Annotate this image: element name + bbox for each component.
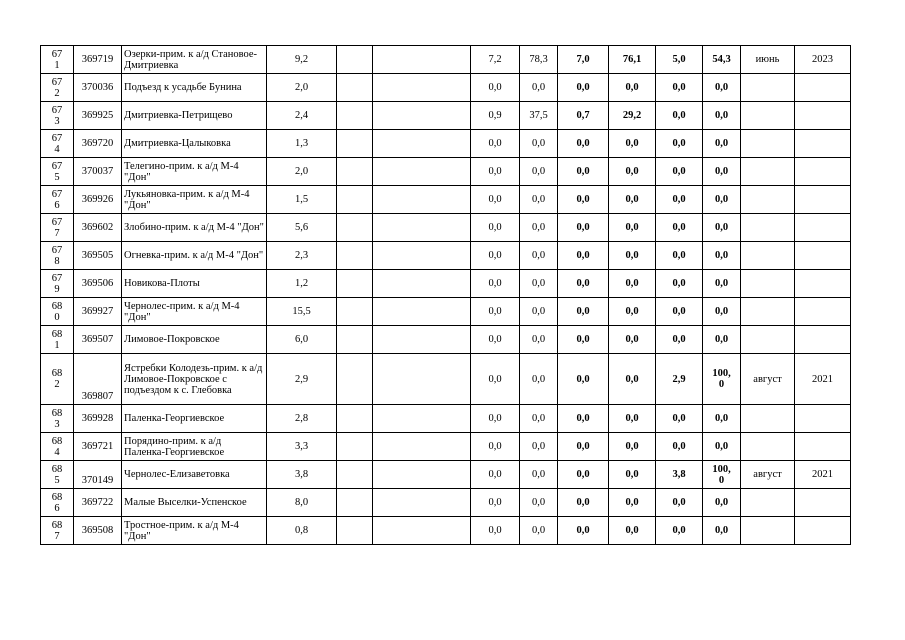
cell-v2: 0,0 bbox=[520, 298, 558, 326]
cell-empty bbox=[373, 405, 471, 433]
cell-len: 2,0 bbox=[267, 74, 337, 102]
table-row bbox=[41, 214, 851, 242]
cell-empty bbox=[373, 461, 471, 489]
cell-len: 2,3 bbox=[267, 242, 337, 270]
cell-month bbox=[741, 270, 795, 298]
cell-code: 369505 bbox=[74, 242, 122, 270]
cell-empty bbox=[337, 186, 373, 214]
cell-v4: 0,0 bbox=[609, 130, 656, 158]
cell-code: 369722 bbox=[74, 489, 122, 517]
cell-v2: 37,5 bbox=[520, 102, 558, 130]
table-row bbox=[41, 461, 851, 489]
cell-v4: 0,0 bbox=[609, 433, 656, 461]
cell-n: 67 5 bbox=[41, 158, 74, 186]
cell-name: Озерки-прим. к а/д Становое-Дмитриевка bbox=[122, 46, 267, 74]
cell-n: 68 0 bbox=[41, 298, 74, 326]
cell-v4: 0,0 bbox=[609, 405, 656, 433]
cell-name: Чернолес-прим. к а/д М-4 "Дон" bbox=[122, 298, 267, 326]
cell-month bbox=[741, 74, 795, 102]
cell-v3: 0,0 bbox=[558, 298, 609, 326]
cell-empty bbox=[373, 242, 471, 270]
cell-year bbox=[795, 102, 851, 130]
cell-len: 9,2 bbox=[267, 46, 337, 74]
cell-v2: 0,0 bbox=[520, 326, 558, 354]
cell-empty bbox=[337, 405, 373, 433]
cell-v6: 0,0 bbox=[703, 517, 741, 545]
cell-month bbox=[741, 489, 795, 517]
cell-v4: 0,0 bbox=[609, 489, 656, 517]
cell-name: Малые Выселки-Успенское bbox=[122, 489, 267, 517]
table-row bbox=[41, 130, 851, 158]
cell-empty bbox=[373, 214, 471, 242]
cell-empty bbox=[337, 74, 373, 102]
cell-v4: 0,0 bbox=[609, 270, 656, 298]
cell-empty bbox=[373, 489, 471, 517]
cell-empty bbox=[337, 433, 373, 461]
cell-empty bbox=[337, 354, 373, 405]
cell-v3: 7,0 bbox=[558, 46, 609, 74]
cell-v5: 0,0 bbox=[656, 158, 703, 186]
cell-month bbox=[741, 517, 795, 545]
cell-v5: 0,0 bbox=[656, 517, 703, 545]
cell-len: 2,0 bbox=[267, 158, 337, 186]
cell-code: 369602 bbox=[74, 214, 122, 242]
cell-v6: 0,0 bbox=[703, 130, 741, 158]
cell-v5: 2,9 bbox=[656, 354, 703, 405]
cell-v4: 0,0 bbox=[609, 298, 656, 326]
table-row bbox=[41, 102, 851, 130]
cell-empty bbox=[337, 46, 373, 74]
cell-empty bbox=[373, 158, 471, 186]
cell-v1: 0,0 bbox=[471, 186, 520, 214]
cell-name: Лукьяновка-прим. к а/д М-4 "Дон" bbox=[122, 186, 267, 214]
cell-n: 67 2 bbox=[41, 74, 74, 102]
cell-v3: 0,0 bbox=[558, 326, 609, 354]
cell-v1: 0,0 bbox=[471, 214, 520, 242]
cell-name: Чернолес-Елизаветовка bbox=[122, 461, 267, 489]
cell-v5: 0,0 bbox=[656, 433, 703, 461]
cell-v5: 0,0 bbox=[656, 102, 703, 130]
cell-v1: 0,0 bbox=[471, 158, 520, 186]
table-row bbox=[41, 74, 851, 102]
cell-month bbox=[741, 102, 795, 130]
cell-empty bbox=[373, 46, 471, 74]
cell-empty bbox=[337, 517, 373, 545]
cell-month bbox=[741, 433, 795, 461]
cell-code: 369719 bbox=[74, 46, 122, 74]
cell-v3: 0,0 bbox=[558, 517, 609, 545]
cell-empty bbox=[373, 298, 471, 326]
cell-v3: 0,0 bbox=[558, 214, 609, 242]
cell-year bbox=[795, 186, 851, 214]
cell-empty bbox=[337, 158, 373, 186]
cell-v6: 0,0 bbox=[703, 270, 741, 298]
cell-code: 369508 bbox=[74, 517, 122, 545]
cell-len: 2,8 bbox=[267, 405, 337, 433]
cell-v2: 0,0 bbox=[520, 354, 558, 405]
cell-len: 2,9 bbox=[267, 354, 337, 405]
cell-len: 6,0 bbox=[267, 326, 337, 354]
cell-v3: 0,0 bbox=[558, 186, 609, 214]
cell-n: 67 9 bbox=[41, 270, 74, 298]
cell-name: Злобино-прим. к а/д М-4 "Дон" bbox=[122, 214, 267, 242]
cell-name: Дмитриевка-Цалыковка bbox=[122, 130, 267, 158]
cell-v4: 29,2 bbox=[609, 102, 656, 130]
cell-year bbox=[795, 158, 851, 186]
cell-v3: 0,0 bbox=[558, 74, 609, 102]
cell-n: 68 4 bbox=[41, 433, 74, 461]
cell-v6: 0,0 bbox=[703, 405, 741, 433]
cell-v2: 0,0 bbox=[520, 405, 558, 433]
cell-month bbox=[741, 214, 795, 242]
cell-v2: 0,0 bbox=[520, 186, 558, 214]
cell-v5: 0,0 bbox=[656, 130, 703, 158]
cell-v1: 0,0 bbox=[471, 242, 520, 270]
cell-n: 67 8 bbox=[41, 242, 74, 270]
cell-v1: 0,0 bbox=[471, 517, 520, 545]
cell-empty bbox=[337, 298, 373, 326]
cell-v4: 0,0 bbox=[609, 214, 656, 242]
cell-month bbox=[741, 405, 795, 433]
cell-code: 370149 bbox=[74, 461, 122, 489]
cell-year bbox=[795, 298, 851, 326]
cell-month bbox=[741, 186, 795, 214]
cell-v2: 0,0 bbox=[520, 130, 558, 158]
cell-v5: 3,8 bbox=[656, 461, 703, 489]
cell-year bbox=[795, 517, 851, 545]
cell-len: 0,8 bbox=[267, 517, 337, 545]
cell-year bbox=[795, 326, 851, 354]
table-row bbox=[41, 242, 851, 270]
cell-code: 370037 bbox=[74, 158, 122, 186]
cell-year bbox=[795, 270, 851, 298]
cell-v3: 0,0 bbox=[558, 489, 609, 517]
cell-year bbox=[795, 74, 851, 102]
cell-code: 369507 bbox=[74, 326, 122, 354]
cell-month bbox=[741, 158, 795, 186]
cell-v2: 0,0 bbox=[520, 242, 558, 270]
cell-v3: 0,0 bbox=[558, 242, 609, 270]
table-row bbox=[41, 46, 851, 74]
cell-month bbox=[741, 326, 795, 354]
cell-n: 68 1 bbox=[41, 326, 74, 354]
cell-v6: 0,0 bbox=[703, 298, 741, 326]
cell-n: 68 5 bbox=[41, 461, 74, 489]
cell-v3: 0,0 bbox=[558, 405, 609, 433]
cell-name: Лимовое-Покровское bbox=[122, 326, 267, 354]
cell-v3: 0,0 bbox=[558, 461, 609, 489]
cell-v6: 0,0 bbox=[703, 74, 741, 102]
cell-len: 1,2 bbox=[267, 270, 337, 298]
cell-code: 369927 bbox=[74, 298, 122, 326]
cell-v3: 0,0 bbox=[558, 130, 609, 158]
cell-month: август bbox=[741, 354, 795, 405]
cell-code: 369807 bbox=[74, 354, 122, 405]
cell-v5: 0,0 bbox=[656, 242, 703, 270]
cell-v2: 0,0 bbox=[520, 461, 558, 489]
cell-empty bbox=[373, 102, 471, 130]
cell-v1: 0,0 bbox=[471, 298, 520, 326]
cell-empty bbox=[337, 489, 373, 517]
cell-n: 67 4 bbox=[41, 130, 74, 158]
cell-v1: 0,0 bbox=[471, 326, 520, 354]
cell-v1: 0,0 bbox=[471, 74, 520, 102]
cell-month: август bbox=[741, 461, 795, 489]
cell-v1: 0,0 bbox=[471, 354, 520, 405]
cell-v5: 0,0 bbox=[656, 489, 703, 517]
cell-v5: 0,0 bbox=[656, 74, 703, 102]
cell-v6: 0,0 bbox=[703, 326, 741, 354]
cell-len: 5,6 bbox=[267, 214, 337, 242]
cell-v4: 0,0 bbox=[609, 186, 656, 214]
cell-v5: 5,0 bbox=[656, 46, 703, 74]
table-row bbox=[41, 405, 851, 433]
cell-v4: 0,0 bbox=[609, 74, 656, 102]
cell-empty bbox=[337, 102, 373, 130]
cell-year bbox=[795, 405, 851, 433]
cell-code: 369928 bbox=[74, 405, 122, 433]
cell-v2: 0,0 bbox=[520, 214, 558, 242]
cell-name: Порядино-прим. к а/д Паленка-Георгиевское bbox=[122, 433, 267, 461]
cell-code: 369925 bbox=[74, 102, 122, 130]
cell-v2: 0,0 bbox=[520, 489, 558, 517]
cell-v5: 0,0 bbox=[656, 270, 703, 298]
cell-code: 369721 bbox=[74, 433, 122, 461]
table-row bbox=[41, 270, 851, 298]
cell-v1: 0,0 bbox=[471, 433, 520, 461]
cell-v5: 0,0 bbox=[656, 298, 703, 326]
cell-len: 3,8 bbox=[267, 461, 337, 489]
cell-code: 370036 bbox=[74, 74, 122, 102]
cell-n: 68 6 bbox=[41, 489, 74, 517]
cell-v6: 0,0 bbox=[703, 489, 741, 517]
cell-month: июнь bbox=[741, 46, 795, 74]
cell-n: 67 1 bbox=[41, 46, 74, 74]
cell-year: 2021 bbox=[795, 354, 851, 405]
cell-name: Подъезд к усадьбе Бунина bbox=[122, 74, 267, 102]
cell-v3: 0,0 bbox=[558, 270, 609, 298]
cell-empty bbox=[373, 433, 471, 461]
cell-v3: 0,0 bbox=[558, 433, 609, 461]
cell-name: Огневка-прим. к а/д М-4 "Дон" bbox=[122, 242, 267, 270]
cell-v5: 0,0 bbox=[656, 326, 703, 354]
cell-v2: 0,0 bbox=[520, 517, 558, 545]
cell-v1: 0,0 bbox=[471, 405, 520, 433]
cell-year bbox=[795, 242, 851, 270]
cell-v4: 0,0 bbox=[609, 461, 656, 489]
cell-v2: 78,3 bbox=[520, 46, 558, 74]
table-row bbox=[41, 489, 851, 517]
cell-v4: 0,0 bbox=[609, 242, 656, 270]
cell-v4: 0,0 bbox=[609, 517, 656, 545]
cell-v2: 0,0 bbox=[520, 74, 558, 102]
cell-v2: 0,0 bbox=[520, 433, 558, 461]
cell-v4: 0,0 bbox=[609, 158, 656, 186]
cell-empty bbox=[373, 517, 471, 545]
cell-v6: 100, 0 bbox=[703, 461, 741, 489]
cell-v6: 0,0 bbox=[703, 186, 741, 214]
cell-v4: 0,0 bbox=[609, 354, 656, 405]
cell-n: 68 2 bbox=[41, 354, 74, 405]
cell-name: Тростное-прим. к а/д М-4 "Дон" bbox=[122, 517, 267, 545]
cell-len: 15,5 bbox=[267, 298, 337, 326]
table-row bbox=[41, 433, 851, 461]
cell-year bbox=[795, 489, 851, 517]
cell-code: 369926 bbox=[74, 186, 122, 214]
cell-v1: 0,0 bbox=[471, 489, 520, 517]
cell-name: Паленка-Георгиевское bbox=[122, 405, 267, 433]
table-row bbox=[41, 517, 851, 545]
cell-v1: 0,0 bbox=[471, 130, 520, 158]
cell-month bbox=[741, 130, 795, 158]
cell-v3: 0,7 bbox=[558, 102, 609, 130]
cell-n: 67 6 bbox=[41, 186, 74, 214]
cell-code: 369720 bbox=[74, 130, 122, 158]
cell-v5: 0,0 bbox=[656, 214, 703, 242]
cell-name: Дмитриевка-Петрищево bbox=[122, 102, 267, 130]
cell-empty bbox=[373, 130, 471, 158]
cell-len: 2,4 bbox=[267, 102, 337, 130]
cell-v5: 0,0 bbox=[656, 405, 703, 433]
cell-name: Телегино-прим. к а/д М-4 "Дон" bbox=[122, 158, 267, 186]
cell-v6: 0,0 bbox=[703, 433, 741, 461]
cell-empty bbox=[337, 326, 373, 354]
cell-n: 67 3 bbox=[41, 102, 74, 130]
cell-n: 68 3 bbox=[41, 405, 74, 433]
cell-code: 369506 bbox=[74, 270, 122, 298]
cell-v1: 7,2 bbox=[471, 46, 520, 74]
cell-name: Новикова-Плоты bbox=[122, 270, 267, 298]
cell-v1: 0,9 bbox=[471, 102, 520, 130]
cell-v6: 0,0 bbox=[703, 158, 741, 186]
cell-empty bbox=[373, 270, 471, 298]
cell-empty bbox=[337, 270, 373, 298]
cell-n: 68 7 bbox=[41, 517, 74, 545]
road-data-table bbox=[40, 45, 851, 545]
cell-v1: 0,0 bbox=[471, 461, 520, 489]
cell-empty bbox=[373, 186, 471, 214]
cell-len: 1,5 bbox=[267, 186, 337, 214]
cell-v5: 0,0 bbox=[656, 186, 703, 214]
cell-v6: 0,0 bbox=[703, 102, 741, 130]
table-row bbox=[41, 354, 851, 405]
cell-empty bbox=[337, 242, 373, 270]
cell-empty bbox=[337, 461, 373, 489]
cell-year: 2021 bbox=[795, 461, 851, 489]
cell-n: 67 7 bbox=[41, 214, 74, 242]
table-row bbox=[41, 186, 851, 214]
cell-year: 2023 bbox=[795, 46, 851, 74]
cell-v4: 76,1 bbox=[609, 46, 656, 74]
table-row bbox=[41, 326, 851, 354]
cell-year bbox=[795, 130, 851, 158]
cell-v6: 0,0 bbox=[703, 214, 741, 242]
cell-len: 8,0 bbox=[267, 489, 337, 517]
cell-year bbox=[795, 214, 851, 242]
cell-empty bbox=[337, 130, 373, 158]
cell-year bbox=[795, 433, 851, 461]
cell-v1: 0,0 bbox=[471, 270, 520, 298]
table-row bbox=[41, 158, 851, 186]
cell-v6: 54,3 bbox=[703, 46, 741, 74]
cell-v2: 0,0 bbox=[520, 270, 558, 298]
table-row bbox=[41, 298, 851, 326]
cell-v6: 100, 0 bbox=[703, 354, 741, 405]
cell-v6: 0,0 bbox=[703, 242, 741, 270]
cell-v4: 0,0 bbox=[609, 326, 656, 354]
cell-empty bbox=[373, 74, 471, 102]
cell-name: Ястребки Колодезь-прим. к а/д Лимовое-Покровское с подъездом к с. Глебовка bbox=[122, 354, 267, 405]
cell-v3: 0,0 bbox=[558, 158, 609, 186]
cell-month bbox=[741, 242, 795, 270]
cell-empty bbox=[373, 326, 471, 354]
cell-len: 1,3 bbox=[267, 130, 337, 158]
cell-v2: 0,0 bbox=[520, 158, 558, 186]
cell-month bbox=[741, 298, 795, 326]
cell-empty bbox=[373, 354, 471, 405]
cell-v3: 0,0 bbox=[558, 354, 609, 405]
cell-empty bbox=[337, 214, 373, 242]
cell-len: 3,3 bbox=[267, 433, 337, 461]
